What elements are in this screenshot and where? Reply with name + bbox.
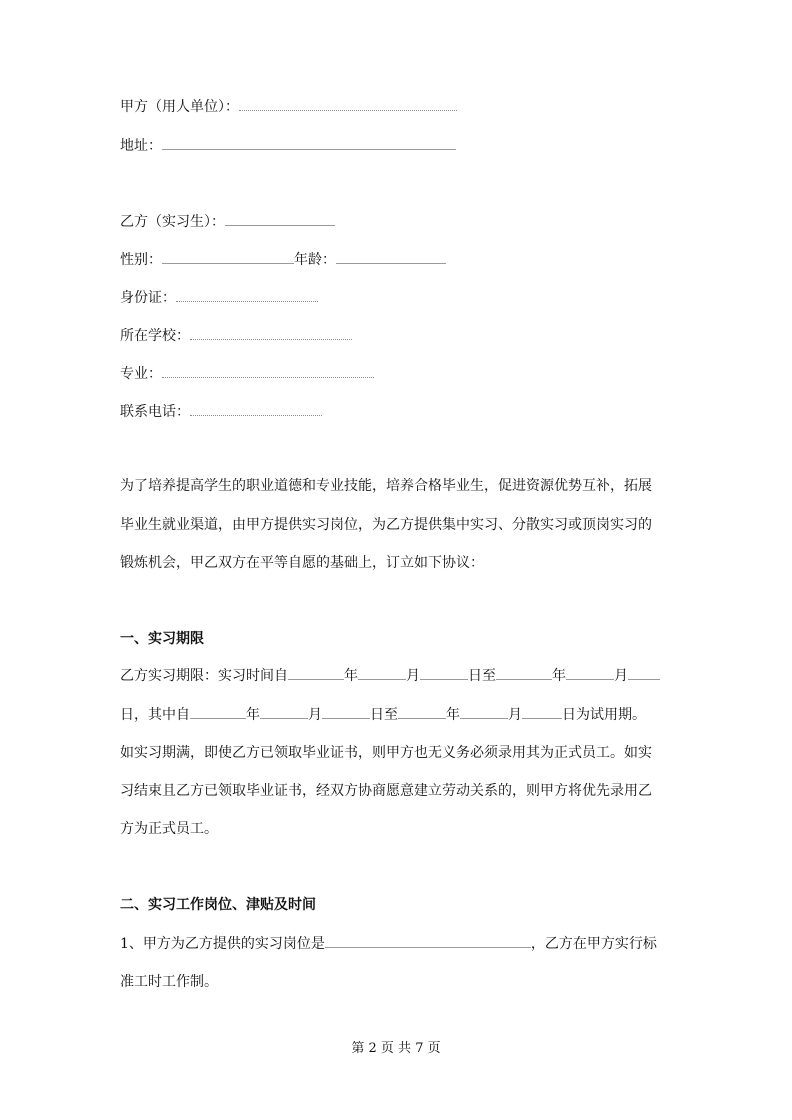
party-b-row <box>120 211 335 232</box>
school-row <box>120 325 352 346</box>
intro-line-3: 锻炼机会，甲乙双方在平等自愿的基础上，订立如下协议： <box>120 555 484 571</box>
month-text-3: 月 <box>308 707 322 723</box>
phone-blank <box>190 401 322 416</box>
start-month-blank <box>358 665 406 680</box>
section-1-line-4: 习结束且乙方已领取毕业证书，经双方协商愿意建立劳动关系的，则甲方将优先录用乙 <box>120 783 652 799</box>
party-a-blank <box>239 96 457 111</box>
phone-row <box>120 401 322 422</box>
section-2-line-2: 准工时工作制。 <box>120 974 218 990</box>
address-row <box>120 135 456 156</box>
id-blank <box>176 287 318 302</box>
address-label: 地址： <box>120 138 162 154</box>
page-number: 第 2 页 共 7 页 <box>351 1041 441 1056</box>
term-start-text: 乙方实习期限：实习时间自 <box>120 668 288 684</box>
section-1-line-3: 如实习期满，即使乙方已领取毕业证书，则甲方也无义务必须录用其为正式员工。如实 <box>120 745 652 761</box>
section-2-title: 二、实习工作岗位、津贴及时间 <box>120 897 316 913</box>
month-text: 月 <box>406 668 420 684</box>
year-text-4: 年 <box>446 707 460 723</box>
major-blank <box>162 363 374 378</box>
day-to-text-2: 日至 <box>370 707 398 723</box>
month-text-4: 月 <box>508 707 522 723</box>
end-year-blank <box>496 665 552 680</box>
post-blank <box>325 933 531 948</box>
party-a-label: 甲方（用人单位）： <box>120 99 239 115</box>
party-a-row <box>120 96 457 117</box>
trial-day-blank <box>322 704 370 719</box>
trial-start-text: 日，其中自 <box>120 707 190 723</box>
major-row <box>120 363 374 384</box>
start-day-blank <box>420 665 468 680</box>
post-end-text: ，乙方在甲方实行标 <box>530 936 657 952</box>
section-1-line-1 <box>120 665 660 686</box>
year-text-2: 年 <box>552 668 566 684</box>
day-to-text: 日至 <box>468 668 496 684</box>
intro-line-2: 毕业生就业渠道，由甲方提供实习岗位，为乙方提供集中实习、分散实习或顶岗实习的 <box>120 517 652 533</box>
gender-age-row <box>120 249 446 270</box>
party-b-blank <box>225 211 335 226</box>
trial-end-month-blank <box>460 704 508 719</box>
major-label: 专业： <box>120 366 162 382</box>
section-1-title: 一、实习期限 <box>120 631 204 647</box>
section-1-line-2 <box>120 704 646 725</box>
start-year-blank <box>288 665 344 680</box>
party-b-label: 乙方（实习生）： <box>120 214 225 230</box>
school-blank <box>190 325 352 340</box>
gender-label: 性别： <box>120 252 162 268</box>
trial-end-year-blank <box>398 704 446 719</box>
id-label: 身份证： <box>120 290 176 306</box>
school-label: 所在学校： <box>120 328 190 344</box>
gender-blank <box>162 249 294 264</box>
post-text: 1、甲方为乙方提供的实习岗位是 <box>120 936 325 952</box>
end-day-blank <box>628 665 660 680</box>
year-text-3: 年 <box>246 707 260 723</box>
age-blank <box>336 249 446 264</box>
trial-year-blank <box>190 704 246 719</box>
phone-label: 联系电话： <box>120 404 190 420</box>
trial-month-blank <box>260 704 308 719</box>
month-text-2: 月 <box>614 668 628 684</box>
id-row <box>120 287 318 308</box>
section-2-line-1 <box>120 933 657 954</box>
trial-end-day-blank <box>522 704 562 719</box>
age-label: 年龄： <box>294 252 336 268</box>
intro-line-1: 为了培养提高学生的职业道德和专业技能，培养合格毕业生，促进资源优势互补，拓展 <box>120 478 652 494</box>
address-blank <box>162 135 456 150</box>
section-1-line-5: 方为正式员工。 <box>120 821 218 837</box>
end-month-blank <box>566 665 614 680</box>
year-text: 年 <box>344 668 358 684</box>
trial-end-text: 日为试用期。 <box>562 707 646 723</box>
